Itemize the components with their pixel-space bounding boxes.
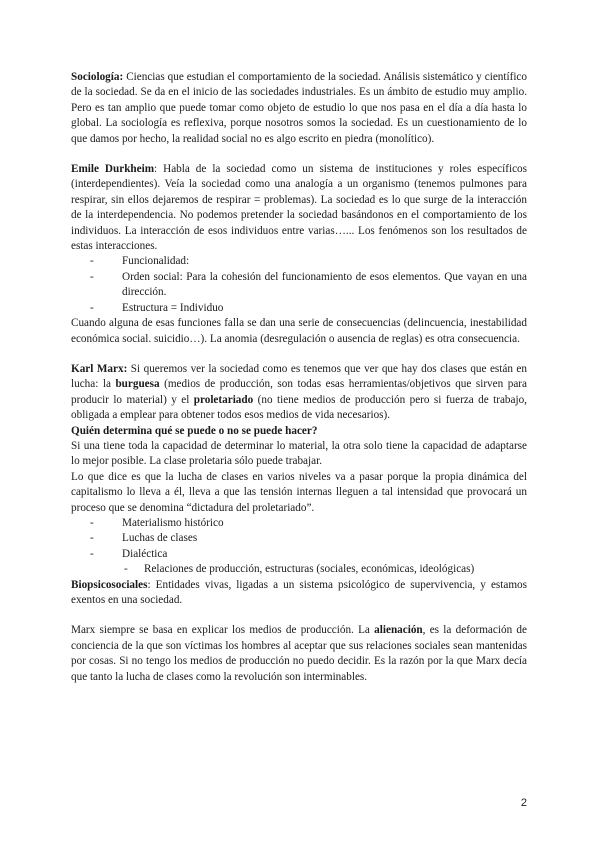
marx-text: (medios de producción, son todas esas herramientas/objetivos que sirven para producir lo material) y el [71,378,527,406]
alienacion-text: , es la deformación de conciencia de la que son víctimas los hombres al aceptar que sus relaciones sociales sean mantenidas por cosas. Si no tengo los medios de producción no puedo decidir. Es la razón por la que Marx decía que tanto la lucha de clases como la revolución son interminables. [71,624,527,683]
alienacion-paragraph [71,623,527,685]
list-item: - Estructura = Individuo [90,301,527,316]
marx-list [71,516,527,562]
list-item: - Luchas de clases [90,531,527,546]
marx-text: (no tiene medios de producción pero si fuerza de trabajo, obligada a emplear para obtener todos esos medios de vida necesarios). [71,393,527,422]
durkheim-consequences: Cuando alguna de esas funciones falla se dan una serie de consecuencias (delincuencia, inestabilidad económica social. suicidio…). La anomia (desregulación o ausencia de reglas) es otra consecuencia. [71,317,527,345]
marx-question-text: Quién determina qué se puede o no se puede hacer? [71,424,318,437]
sociologia-heading: Sociología: [71,71,124,83]
list-item: - Materialismo histórico [90,516,527,531]
marx-sublist [71,562,527,577]
proletariado-term: proletariado [193,393,254,406]
marx-question [71,424,527,439]
sociologia-text: Ciencias que estudian el comportamiento de la sociedad. Análisis sistemático y científico de la sociedad. Se da en el inicio de las sociedades industriales. Es un ámbito de estudio muy amplio. Pero es tan amplio que puede tomar como objeto de estudio lo que nos pasa en el día a día hasta lo global. La sociología es reflexiva, porque nosotros somos la sociedad. Es un cuestionamiento de lo que damos por hecho, la realidad social no es algo escrito en piedra (monolítico). [71,71,527,145]
marx-heading: Karl Marx: [71,362,128,375]
list-item: - Orden social: Para la cohesión del funcionamiento de esos elementos. Que vayan en una dirección. [90,270,527,301]
page-content [71,70,527,685]
biopsicosociales-heading: Biopsicosociales [71,578,148,591]
list-item: - Relaciones de producción, estructuras (sociales, económicas, ideológicas) [124,562,527,577]
marx-paragraph-3: Lo que dice es que la lucha de clases en varios niveles va a pasar porque la propia dinámica del capitalismo lo lleva a él, lleva a que las tensión internas lleguen a tal intensidad que provocará un proceso que se denomina “dictadura del proletariado”. [71,470,527,514]
page-number: 2 [520,797,527,809]
sociologia-paragraph [71,70,527,147]
biopsicosociales-paragraph [71,578,527,609]
alienacion-term: alienación [374,624,423,637]
biopsicosociales-text: : Entidades vivas, ligadas a un sistema psicológico de supervivencia, y estamos exentos en una sociedad. [71,578,527,606]
burguesa-term: burguesa [115,378,160,391]
marx-paragraph-2: Si una tiene toda la capacidad de determinar lo material, la otra solo tiene la capacidad de adaptarse lo mejor posible. La clase proletaria sólo puede trabajar. [71,439,527,468]
durkheim-heading: Emile Durkheim [71,163,155,176]
durkheim-text: : Habla de la sociedad como un sistema de instituciones y roles específicos (interdependientes). Veía la sociedad como una analogía a un organismo (tenemos pulmones para respirar, sin ellos dejaremos de respirar = problemas). La sociedad es lo que surge de la interacción de la interdependencia. No podemos pretender la sociedad basándonos en el comportamiento de los individuos. La interacción de esos individuos entre varias…... Los fenómenos son los resultados de estas interacciones. [71,163,527,253]
list-item: - Funcionalidad: [90,254,527,269]
alienacion-text: Marx siempre se basa en explicar los medios de producción. La [71,624,375,637]
durkheim-list [71,254,527,316]
durkheim-paragraph [71,162,527,254]
marx-paragraph [71,362,527,424]
list-item: - Dialéctica [90,547,527,562]
marx-text: Si queremos ver la sociedad como es tenemos que ver que hay dos clases que están en lucha: la [71,362,527,391]
